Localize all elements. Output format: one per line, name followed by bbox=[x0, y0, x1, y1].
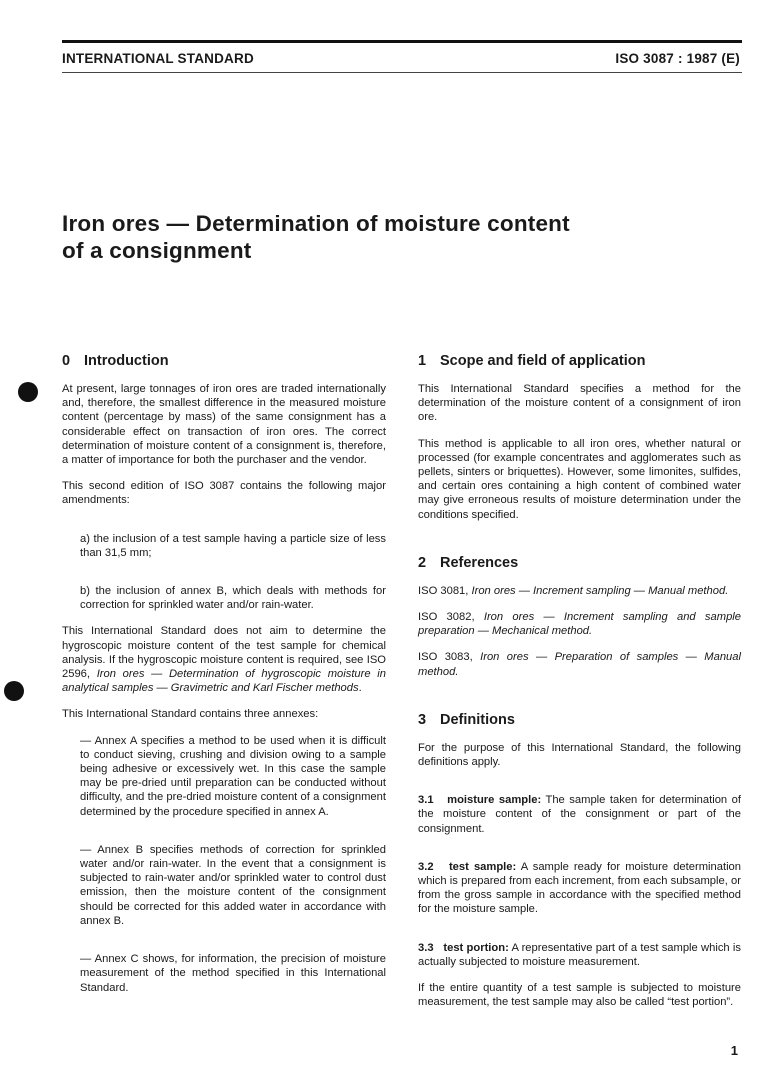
paragraph: This International Standard specifies a method for the determination of the moisture content of a consignment of iron ore. bbox=[418, 383, 741, 424]
list-item: a) the inclusion of a test sample having a particle size of less than 31,5 mm; bbox=[80, 532, 386, 559]
section-heading-references: 2 References bbox=[418, 554, 519, 571]
paragraph: If the entire quantity of a test sample is subjected to moisture measurement, the test sample may also be called “test portion”. bbox=[418, 982, 741, 1009]
list-item: b) the inclusion of annex B, which deals with methods for correction for sprinkled water and/or rain-water. bbox=[80, 585, 386, 612]
paragraph: This International Standard does not aim to determine the hygroscopic moisture content of the test sample for chemical analysis. If the hygroscopic moisture content is required, see ISO 2596, Iron ores — Determination of hygroscopic moisture in analytical samples — Gravimetric and Karl Fischer methods. bbox=[62, 625, 386, 695]
header-rule-top bbox=[62, 40, 742, 43]
punch-hole-mark bbox=[4, 681, 24, 701]
right-column bbox=[418, 352, 741, 1021]
reference-item: ISO 3081, Iron ores — Increment sampling — Manual method. bbox=[418, 584, 729, 597]
definition-item: 3.1 moisture sample: The sample taken for determination of the moisture content of the consignment or part of the consignment. bbox=[418, 794, 741, 835]
section-heading-introduction: 0 Introduction bbox=[62, 353, 169, 369]
paragraph: This second edition of ISO 3087 contains the following major amendments: bbox=[62, 480, 386, 507]
paragraph: At present, large tonnages of iron ores are traded internationally and, therefore, the smallest difference in the measured moisture content (percentage by mass) of the same consignment has a considerable effect on transaction of iron ores. The correct determination of moisture content of a consignment is, therefore, a matter of importance for both the purchaser and the vendor. bbox=[62, 383, 386, 467]
header-doc-type: INTERNATIONAL STANDARD bbox=[62, 51, 254, 66]
paragraph: For the purpose of this International Standard, the following definitions apply. bbox=[418, 741, 741, 769]
definition-item: 3.2 test sample: A sample ready for moisture determination which is prepared from each increment, from each subsample, or from the gross sample in accordance with the specified method for the moisture sample. bbox=[418, 860, 741, 916]
header-doc-number: ISO 3087 : 1987 (E) bbox=[615, 51, 740, 66]
paragraph: This International Standard contains three annexes: bbox=[62, 708, 319, 721]
list-item: — Annex A specifies a method to be used when it is difficult to conduct sieving, crushing and division owing to a sample being adhesive or excessively wet. In this case the sample may be pre-dried until preparation can be conducted without difficulty, and the pre-dried moisture content of a consignment determined by the procedure specified in annex A. bbox=[80, 734, 386, 818]
title-line-2: of a consignment bbox=[62, 238, 252, 263]
section-heading-scope: 1 Scope and field of application bbox=[418, 353, 646, 369]
reference-item: ISO 3082, Iron ores — Increment sampling and sample preparation — Mechanical method. bbox=[418, 611, 741, 638]
list-item: — Annex C shows, for information, the precision of moisture measurement of the method specified in this International Standard. bbox=[80, 953, 386, 994]
reference-item: ISO 3083, Iron ores — Preparation of samples — Manual method. bbox=[418, 651, 741, 678]
paragraph: This method is applicable to all iron ores, whether natural or processed (for example concentrates and agglomerates such as pellets, sinters or briquettes). However, some limonites, sulfides, and certain ores containing a high content of combined water may give erroneous results of moisture determination under the conditions specified. bbox=[418, 437, 741, 521]
section-heading-definitions: 3 Definitions bbox=[418, 711, 515, 728]
left-column bbox=[62, 352, 386, 1007]
list-item: — Annex B specifies methods of correction for sprinkled water and/or rain-water. In the event that a consignment is subjected to rain-water and/or sprinkled water to control dust emission, then the moisture content of the consignment should be corrected for this added water in accordance with annex B. bbox=[80, 843, 386, 927]
header-rule-bottom bbox=[62, 72, 742, 73]
title-line-1: Iron ores — Determination of moisture content bbox=[62, 211, 570, 236]
definition-item: 3.3 test portion: A representative part of a test sample which is actually subjected to moisture measurement. bbox=[418, 941, 741, 968]
page-number: 1 bbox=[730, 1043, 738, 1058]
page-title bbox=[62, 210, 702, 264]
punch-hole-mark bbox=[18, 382, 38, 402]
